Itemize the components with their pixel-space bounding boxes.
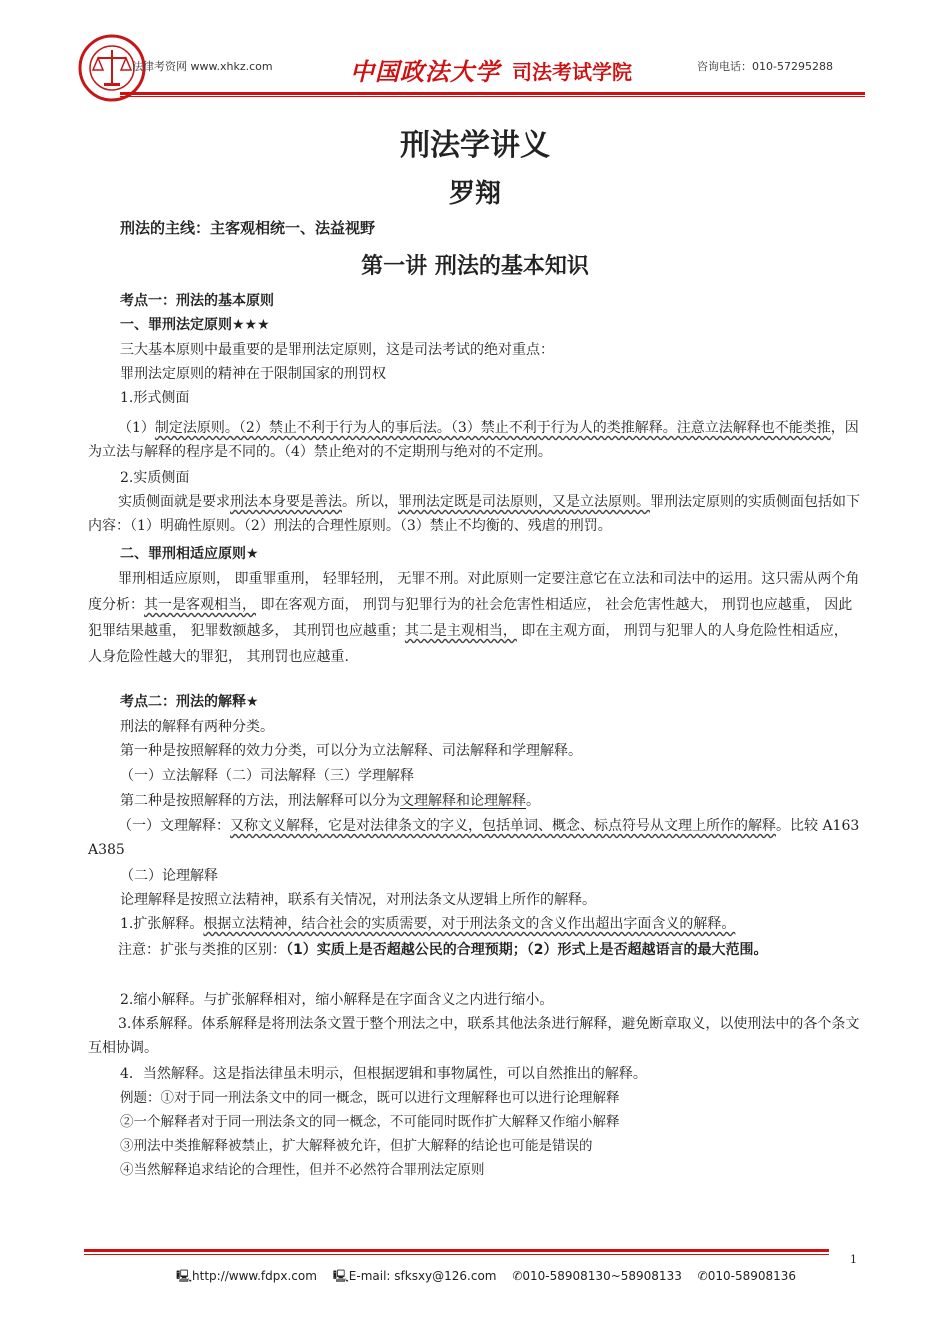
text-span: 即在主观方面， 刑罚与犯罪人的人身危险性相适应， 人身危险性越大的罪犯， 其刑罚也应越重. bbox=[88, 623, 848, 665]
document-author: 罗翔 bbox=[448, 179, 501, 209]
subsection-heading-principle-legality: 一、罪刑法定原则★★★ bbox=[120, 317, 270, 333]
paragraph bbox=[88, 814, 866, 862]
emphasis-text: 根据立法精神，结合社会的实质需要，对于刑法条文的含义作出超出字面含义的解释。 bbox=[203, 916, 736, 932]
footer-tel-text: 010-58908130~58908133 bbox=[522, 1269, 682, 1283]
header-phone: 咨询电话：010-57295288 bbox=[697, 60, 833, 73]
paragraph bbox=[88, 416, 866, 464]
subsection-heading-proportionality: 二、罪刑相适应原则★ bbox=[120, 546, 259, 562]
paragraph: 1.形式侧面 bbox=[120, 390, 190, 406]
footer-email[interactable]: 🖳E-mail: sfksxy@126.com bbox=[332, 1269, 497, 1283]
text-span: 。 bbox=[526, 793, 540, 809]
emphasis-text: 文理解释和论理解释 bbox=[400, 793, 526, 809]
emphasis-text: （1）实质上是否超越公民的合理预期；（2）形式上是否超越语言的最大范围。 bbox=[286, 942, 768, 958]
header-divider bbox=[120, 92, 865, 95]
header-brand-logo: 中国政法大学 bbox=[350, 57, 500, 86]
paragraph bbox=[88, 490, 866, 538]
emphasis-text: 制定法原则。（2）禁止不利于行为人的事后法。（3）禁止不利于行为人的类推解释。注意立法解释也不能类推 bbox=[154, 420, 831, 436]
page-footer bbox=[176, 1267, 808, 1288]
document-title: 刑法学讲义 bbox=[400, 128, 550, 163]
paragraph bbox=[88, 566, 866, 670]
paragraph: （二）论理解释 bbox=[120, 868, 218, 884]
footer-fax: ✆010-58908136 bbox=[697, 1269, 797, 1283]
text-span: （1） bbox=[118, 420, 155, 436]
footer-web-text[interactable]: http://www.fdpx.com bbox=[192, 1269, 317, 1283]
page-number: 1 bbox=[850, 1253, 857, 1266]
paragraph bbox=[88, 938, 866, 962]
text-span: ，因为立法与解释的程序是不同的。（4）禁止绝对的不定期刑与绝对的不定刑。 bbox=[88, 420, 859, 460]
section-heading-kd2: 考点二：刑法的解释★ bbox=[120, 694, 259, 710]
footer-web[interactable]: 🖳http://www.fdpx.com bbox=[176, 1269, 317, 1283]
paragraph bbox=[120, 789, 898, 813]
paragraph: 3.体系解释。体系解释是将刑法条文置于整个刑法之中，联系其他法条进行解释，避免断章取义，以使刑法中的各个条文互相协调。 bbox=[88, 1016, 860, 1056]
paragraph: （一）立法解释（二）司法解释（三）学理解释 bbox=[120, 768, 414, 784]
paragraph: 三大基本原则中最重要的是罪刑法定原则，这是司法考试的绝对重点： bbox=[120, 342, 554, 358]
text-span: （一）文理解释： bbox=[118, 818, 230, 834]
footer-divider bbox=[84, 1249, 829, 1252]
footer-tel: ✆010-58908130~58908133 bbox=[512, 1269, 682, 1283]
emphasis-text: 刑法本身要是善法 bbox=[230, 494, 342, 510]
header-college-name: 司法考试学院 bbox=[512, 60, 632, 84]
emphasis-text: 其一是客观相当， bbox=[144, 597, 256, 613]
example-line: ④当然解释追求结论的合理性，但并不必然符合罪刑法定原则 bbox=[120, 1162, 485, 1178]
header-site-link[interactable]: 法律考资网 www.xhkz.com bbox=[132, 60, 273, 73]
paragraph: 2.缩小解释。与扩张解释相对，缩小解释是在字面含义之内进行缩小。 bbox=[120, 992, 554, 1008]
text-span: 。所以， bbox=[342, 494, 398, 510]
paragraph: 4．当然解释。这是指法律虽未明示，但根据逻辑和事物属性，可以自然推出的解释。 bbox=[120, 1066, 647, 1082]
paragraph: 2.实质侧面 bbox=[120, 470, 190, 486]
page-header bbox=[0, 0, 950, 110]
emphasis-text: 罪刑法定既是司法原则，又是立法原则。 bbox=[398, 494, 650, 510]
lecture-heading: 第一讲 刑法的基本知识 bbox=[361, 254, 589, 279]
text-span: 第二种是按照解释的方法，刑法解释可以分为 bbox=[120, 793, 400, 809]
footer-email-text[interactable]: E-mail: sfksxy@126.com bbox=[348, 1269, 497, 1283]
text-span: 注意：扩张与类推的区别： bbox=[118, 942, 286, 958]
paragraph: 论理解释是按照立法精神，联系有关情况，对刑法条文从逻辑上所作的解释。 bbox=[120, 892, 596, 908]
text-span: 罪刑法定原则的实质侧面包括如下内容：（1）明确性原则。（2）刑法的合理性原则。（3）禁止不均衡的、残虐的刑罚。 bbox=[88, 494, 860, 534]
text-span: 1.扩张解释。 bbox=[120, 916, 204, 932]
text-span: 罪刑相适应原则， 即重罪重刑， 轻罪轻刑， 无罪不刑。对此原则一定要注意它在立法和司法中的运用。这只需从两个角度分析： bbox=[88, 571, 860, 613]
example-line: 例题：①对于同一刑法条文中的同一概念，既可以进行文理解释也可以进行论理解释 bbox=[120, 1090, 620, 1106]
text-span: 。比较 A163 A385 bbox=[88, 818, 860, 858]
footer-divider-thin bbox=[84, 1254, 829, 1255]
emphasis-text: 又称文义解释，它是对法律条文的字义，包括单词、概念、标点符号从文理上所作的解释 bbox=[230, 818, 776, 834]
text-span: 实质侧面就是要求 bbox=[118, 494, 230, 510]
header-divider-thin bbox=[120, 96, 865, 97]
paragraph: 罪刑法定原则的精神在于限制国家的刑罚权 bbox=[120, 366, 386, 382]
footer-fax-text: 010-58908136 bbox=[707, 1269, 797, 1283]
text-span: 即在客观方面， 刑罚与犯罪行为的社会危害性相适应， 社会危害性越大， 刑罚也应越重， 因此犯罪结果越重， 犯罪数额越多， 其刑罚也应越重； bbox=[88, 597, 853, 639]
main-line-note: 刑法的主线：主客观相统一、法益视野 bbox=[120, 219, 376, 237]
paragraph: 刑法的解释有两种分类。 bbox=[120, 719, 274, 735]
section-heading-kd1: 考点一：刑法的基本原则 bbox=[120, 293, 274, 309]
example-line: ③刑法中类推解释被禁止，扩大解释被允许，但扩大解释的结论也可能是错误的 bbox=[120, 1138, 593, 1154]
paragraph bbox=[120, 912, 898, 936]
example-line: ②一个解释者对于同一刑法条文的同一概念，不可能同时既作扩大解释又作缩小解释 bbox=[120, 1114, 620, 1130]
emphasis-text: 其二是主观相当， bbox=[404, 623, 517, 639]
paragraph: 第一种是按照解释的效力分类，可以分为立法解释、司法解释和学理解释。 bbox=[120, 743, 582, 759]
